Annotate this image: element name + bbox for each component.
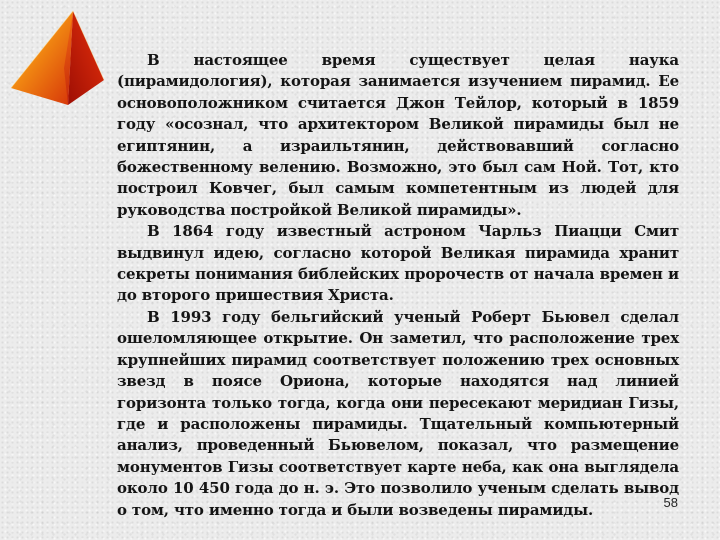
page-number: 58 (663, 495, 678, 510)
paragraph-pyramidology: В настоящее время существует целая наука (пирамидология), которая занимается изучением пирамид. Ее основоположником считается Джон Тейлор, который в 1859 году «осознал, что архитектором Великой пирамиды был не египтянин, а израильтянин, действовавший согласно божественному велению. Возможно, это был сам Ной. Тот, кто построил Ковчег, был самым компетентным из людей для руководства постройкой Великой пирамиды». (117, 51, 679, 219)
body-text (117, 50, 679, 521)
pyramid-icon (8, 8, 106, 108)
paragraph-bauval: В 1993 году бельгийский ученый Роберт Бьювел сделал ошеломляющее открытие. Он заметил, что расположение трех крупнейших пирамид соответствует положению трех основных звезд в поясе Ориона, которые находятся над линией горизонта только тогда, когда они пересекают меридиан Гизы, где и расположены пирамиды. Тщательный компьютерный анализ, проведенный Бьювелом, показал, что размещение монументов Гизы соответствует карте неба, как она выглядела около 10 450 года до н. э. Это позволило ученым сделать вывод о том, что именно тогда и были возведены пирамиды. (117, 307, 679, 519)
paragraph-piazzi-smyth: В 1864 году известный астроном Чарльз Пиацци Смит выдвинул идею, согласно которой Великая пирамида хранит секреты понимания библейских пророчеств от начала времен и до второго пришествия Христа. (117, 222, 679, 305)
